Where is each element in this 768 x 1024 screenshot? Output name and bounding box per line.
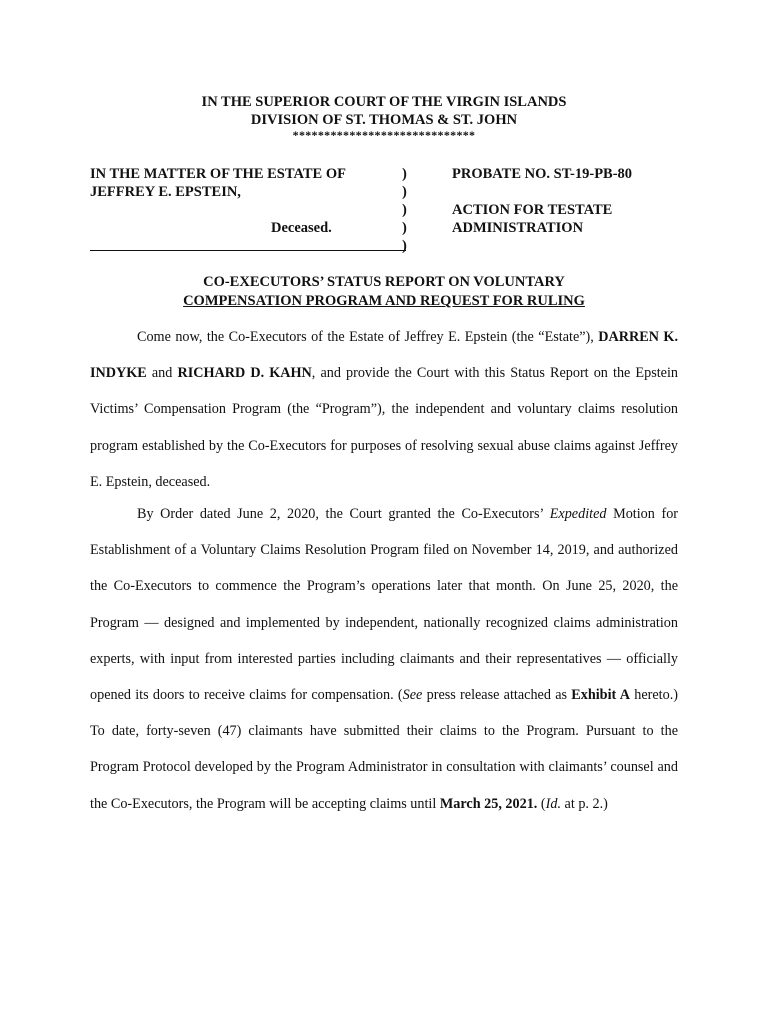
probate-number: PROBATE NO. ST-19-PB-80	[452, 166, 633, 182]
matter-line-1: IN THE MATTER OF THE ESTATE OF	[90, 166, 346, 182]
caption-rule	[90, 250, 406, 251]
case-caption-info	[452, 165, 632, 237]
court-name: IN THE SUPERIOR COURT OF THE VIRGIN ISLANDS	[201, 94, 567, 110]
text-run: By Order dated June 2, 2020, the Court granted the Co-Executors’	[137, 506, 550, 522]
text-run: Come now, the Co-Executors of the Estate of Jeffrey E. Epstein (the “Estate”),	[137, 329, 599, 345]
text-run: Motion for Establishment of a Voluntary Claims Resolution Program filed on November 14, 2019, and authorized the Co-Executors to commence the Program’s operations later that month. On June 25, 2020, the Program — designed and implemented by independent, nationally recognized claims administration experts, with input from interested parties including claimants and their representatives — officially opened its doors to receive claims for compensation. (	[90, 506, 679, 704]
title-line-2: COMPENSATION PROGRAM AND REQUEST FOR RULING	[183, 293, 585, 309]
bold-name: DARREN K. INDYKE	[90, 329, 678, 382]
caption-paren: )	[402, 166, 407, 182]
italic-text: Id.	[545, 795, 561, 812]
bold-name: RICHARD D. KAHN	[177, 365, 312, 382]
document-title	[0, 273, 768, 311]
caption-paren: )	[402, 202, 407, 218]
text-run: press release attached as	[422, 687, 572, 704]
paragraph-1	[90, 319, 678, 500]
text-run: hereto.) To date, forty-seven (47) claimants have submitted their claims to the Program. Pursuant to the Program Protocol developed by the Program Administrator in consultation with claimants’ counsel and the Co-Executors, the Program will be accepting claims until	[90, 687, 678, 812]
case-caption-parties	[90, 165, 410, 236]
matter-line-2: JEFFREY E. EPSTEIN,	[90, 184, 241, 200]
text-run: (	[537, 795, 546, 812]
caption-paren: )	[402, 238, 407, 254]
court-division: DIVISION OF ST. THOMAS & ST. JOHN	[250, 111, 518, 128]
caption-paren: )	[402, 220, 407, 236]
text-run: , and provide the Court with this Status Report on the Epstein Victims’ Compensation Program (the “Program”), the independent and voluntary claims resolution program established by the Co-Executors for purposes of resolving sexual abuse claims against Jeffrey E. Epstein, deceased.	[90, 365, 678, 490]
court-header	[0, 94, 768, 141]
paragraph-2	[90, 496, 678, 822]
title-line-1: CO-EXECUTORS’ STATUS REPORT ON VOLUNTARY	[203, 274, 565, 290]
action-line-1: ACTION FOR TESTATE	[452, 202, 613, 218]
italic-text: See	[402, 687, 423, 704]
exhibit-reference: Exhibit A	[571, 687, 630, 704]
header-separator: *****************************	[292, 128, 476, 142]
action-line-2: ADMINISTRATION	[452, 220, 584, 236]
deadline-date: March 25, 2021.	[439, 795, 538, 812]
caption-paren: )	[402, 184, 407, 200]
caption-parentheses	[402, 165, 407, 255]
deceased-label: Deceased.	[271, 220, 332, 236]
text-run: at p. 2.)	[561, 795, 608, 812]
italic-text: Expedited	[549, 506, 607, 522]
text-run: and	[146, 365, 178, 382]
